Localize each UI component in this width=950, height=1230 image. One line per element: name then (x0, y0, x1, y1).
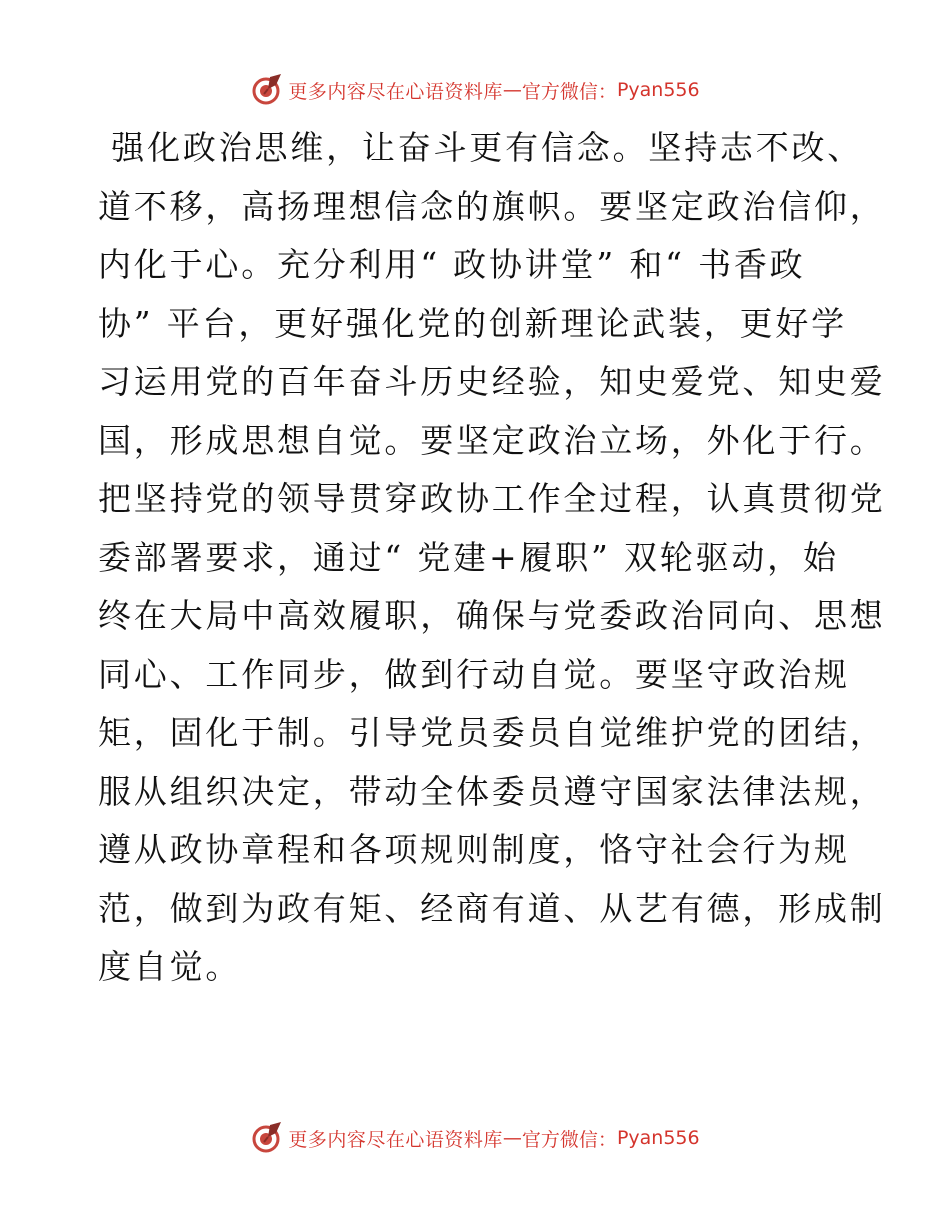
footer-watermark (0, 1118, 950, 1158)
text-line-9: 终在大局中高效履职，确保与党委政治同向、思想 (98, 596, 886, 635)
text-line-7: 把坚持党的领导贯穿政协工作全过程，认真贯彻党 (98, 479, 886, 518)
pen-logo-icon (250, 73, 284, 107)
pen-logo-icon (250, 1121, 284, 1155)
text-line-13: 遵从政协章程和各项规则制度，恪守社会行为规 (98, 830, 850, 869)
text-line-3: 内化于心。充分利用“ 政协讲堂” 和“ 书香政 (98, 245, 806, 284)
header-separator: — (502, 79, 522, 101)
text-line-12: 服从组织决定，带动全体委员遵守国家法律法规， (98, 771, 886, 811)
text-line-1: 强化政治思维，让奋斗更有信念。坚持志不改、 (98, 128, 864, 167)
document-body (98, 119, 886, 997)
text-line-10: 同心、工作同步，做到行动自觉。要坚守政治规 (98, 654, 850, 694)
header-watermark-text: 更多内容尽在心语资料库 (288, 80, 503, 103)
text-line-8: 委部署要求，通过“ 党建+履职” 双轮驱动，始 (98, 537, 839, 577)
header-watermark (0, 70, 950, 110)
text-line-14: 范，做到为政有矩、经商有道、从艺有德，形成制 (98, 888, 886, 928)
text-line-15: 度自觉。 (98, 947, 242, 986)
footer-contact-id: Pyan556 (616, 1127, 700, 1149)
text-line-6: 国，形成思想自觉。要坚定政治立场，外化于行。 (98, 420, 886, 460)
footer-separator: — (502, 1127, 522, 1149)
text-line-2: 道不移，高扬理想信念的旗帜。要坚定政治信仰， (98, 186, 886, 226)
text-line-11: 矩，固化于制。引导党员委员自觉维护党的团结， (98, 713, 886, 752)
text-line-5: 习运用党的百年奋斗历史经验，知史爱党、知史爱 (98, 362, 886, 401)
footer-contact-label: 官方微信： (521, 1128, 617, 1151)
header-contact-label: 官方微信： (521, 80, 617, 103)
footer-watermark-text: 更多内容尽在心语资料库 (288, 1128, 503, 1151)
header-contact-id: Pyan556 (616, 79, 700, 101)
text-line-4: 协” 平台，更好强化党的创新理论武装，更好学 (98, 303, 847, 343)
